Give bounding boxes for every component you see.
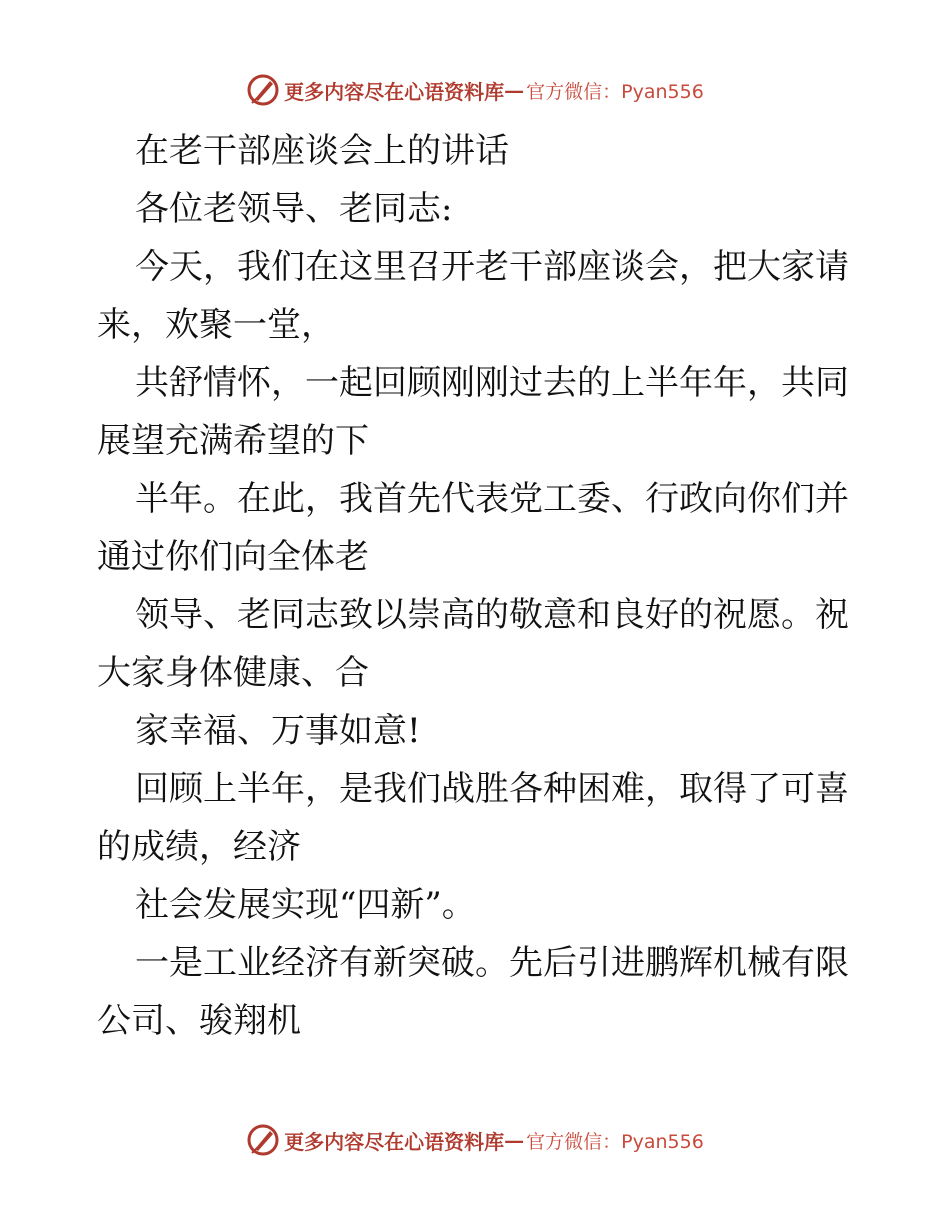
banner-wechat-text: 官方微信：Pyan556 (526, 1130, 704, 1153)
paragraph-line: 的成绩，经济 (97, 827, 301, 867)
header-watermark (0, 70, 950, 110)
paragraph-line: 公司、骏翔机 (97, 1001, 301, 1041)
paragraph-line: 大家身体健康、合 (97, 653, 369, 693)
paragraph-line: 家幸福、万事如意! (135, 711, 421, 751)
paragraph-line: 领导、老同志致以崇高的敬意和良好的祝愿。祝 (135, 595, 849, 635)
banner-site-text: 更多内容尽在心语资料库 (284, 79, 505, 104)
paragraph-line: 来，欢聚一堂， (97, 305, 335, 345)
document-body (97, 122, 857, 1050)
banner-wechat-text: 官方微信：Pyan556 (526, 80, 704, 103)
paragraph-line: 通过你们向全体老 (97, 537, 369, 577)
paragraph-line: 社会发展实现“四新”。 (135, 885, 476, 925)
banner-dash: — (504, 1128, 525, 1152)
paragraph-line: 半年。在此，我首先代表党工委、行政向你们并 (135, 479, 849, 519)
banner-dash: — (504, 78, 525, 102)
paragraph-line: 回顾上半年，是我们战胜各种困难，取得了可喜 (135, 769, 849, 809)
paragraph-line: 共舒情怀，一起回顾刚刚过去的上半年年，共同 (135, 363, 849, 403)
paragraph-line: 一是工业经济有新突破。先后引进鹏辉机械有限 (135, 943, 849, 983)
banner-site-text: 更多内容尽在心语资料库 (284, 1129, 505, 1154)
footer-watermark (0, 1120, 950, 1160)
feather-pen-logo-icon (246, 73, 280, 107)
paragraph-line: 展望充满希望的下 (97, 421, 369, 461)
paragraph-line: 今天，我们在这里召开老干部座谈会，把大家请 (135, 247, 849, 287)
document-title: 在老干部座谈会上的讲话 (135, 131, 509, 171)
feather-pen-logo-icon (246, 1123, 280, 1157)
salutation: 各位老领导、老同志: (135, 189, 453, 229)
